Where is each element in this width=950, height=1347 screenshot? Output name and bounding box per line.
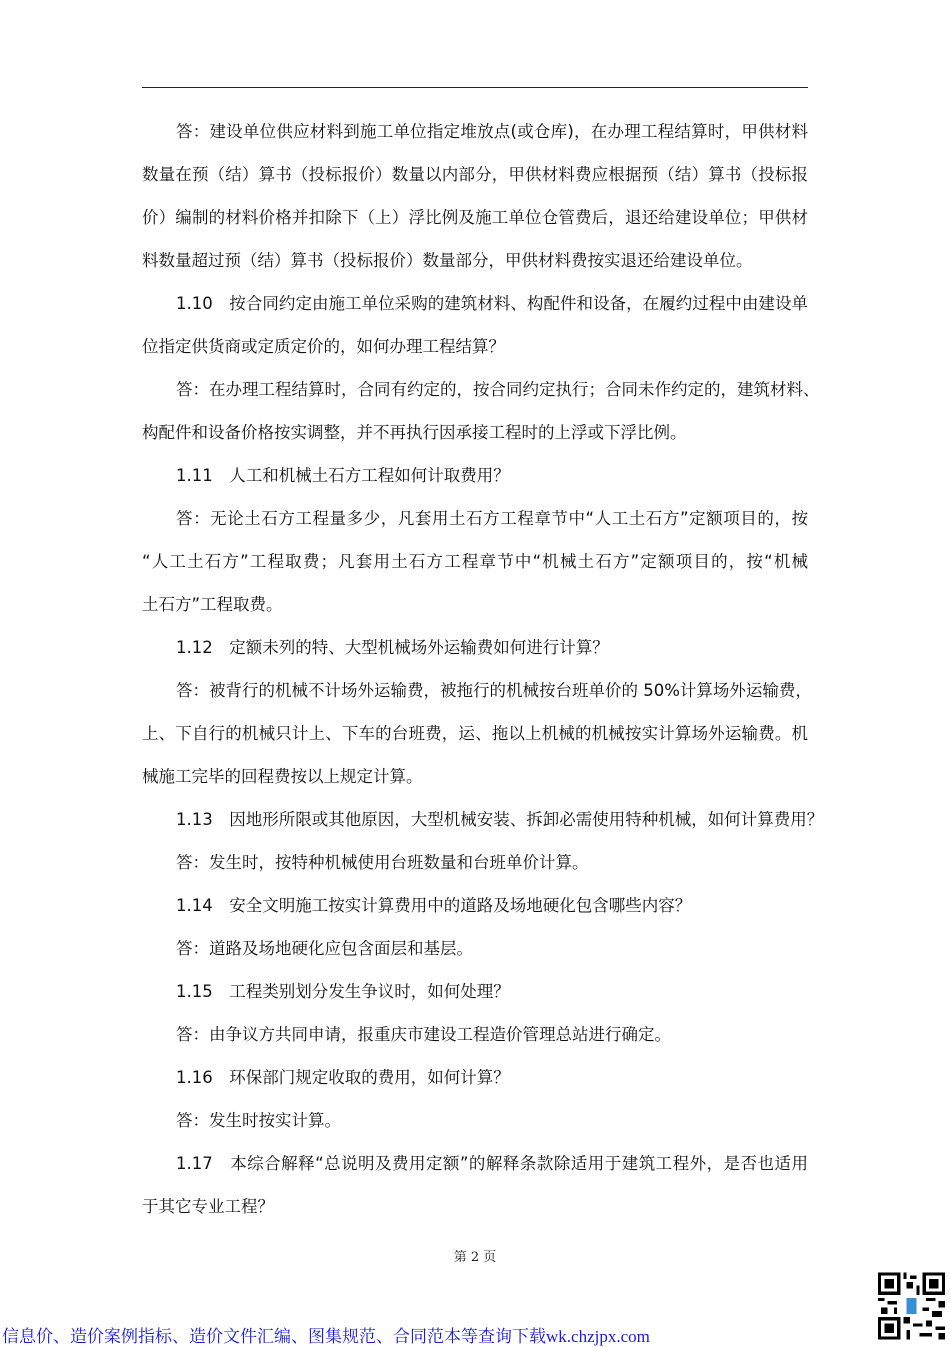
paragraph-line: “人工土石方”工程取费；凡套用土石方工程章节中“机械土石方”定额项目的，按“机械 (142, 552, 808, 571)
paragraph-line: 答：道路及场地硬化应包含面层和基层。 (176, 939, 473, 958)
page-number: 第 2 页 (453, 1250, 497, 1265)
paragraph-line: 构配件和设备价格按实调整，并不再执行因承接工程时的上浮或下浮比例。 (142, 423, 687, 442)
paragraph-line: 答：发生时按实计算。 (176, 1111, 341, 1130)
paragraph-line: 1.14 安全文明施工按实计算费用中的道路及场地硬化包含哪些内容？ (176, 896, 692, 915)
paragraph-line: 于其它专业工程？ (142, 1197, 274, 1216)
paragraph-line: 1.12 定额未列的特、大型机械场外运输费如何进行计算？ (176, 638, 609, 657)
paragraph-line: 1.17 本综合解释“总说明及费用定额”的解释条款除适用于建筑工程外，是否也适用 (176, 1154, 808, 1173)
paragraph-line: 答：被背行的机械不计场外运输费，被拖行的机械按台班单价的 50%计算场外运输费， (176, 681, 812, 700)
paragraph-line: 1.11 人工和机械土石方工程如何计取费用？ (176, 466, 510, 485)
paragraph-line: 械施工完毕的回程费按以上规定计算。 (142, 767, 423, 786)
paragraph-line: 上、下自行的机械只计上、下车的台班费，运、拖以上机械的机械按实计算场外运输费。机 (142, 724, 808, 743)
paragraph-line: 料数量超过预（结）算书（投标报价）数量部分，甲供材料费按实退还给建设单位。 (142, 251, 753, 270)
document-body (142, 118, 824, 1236)
header-rule (142, 87, 808, 88)
paragraph-line: 价）编制的材料价格并扣除下（上）浮比例及施工单位仓管费后，退还给建设单位；甲供材 (142, 208, 808, 227)
paragraph-line: 答：在办理工程结算时，合同有约定的，按合同约定执行；合同未作约定的，建筑材料、 (176, 380, 820, 399)
paragraph-line: 答：由争议方共同申请，报重庆市建设工程造价管理总站进行确定。 (176, 1025, 671, 1044)
promo-link[interactable]: 信息价、造价案例指标、造价文件汇编、图集规范、合同范本等查询下载wk.chzjpx.com (2, 1327, 650, 1346)
paragraph-line: 答：建设单位供应材料到施工单位指定堆放点(或仓库)，在办理工程结算时，甲供材料 (176, 122, 808, 141)
paragraph-line: 土石方”工程取费。 (142, 595, 283, 614)
paragraph-line: 1.13 因地形所限或其他原因，大型机械安装、拆卸必需使用特种机械，如何计算费用？ (176, 810, 824, 829)
paragraph-line: 1.16 环保部门规定收取的费用，如何计算？ (176, 1068, 510, 1087)
paragraph-line: 1.10 按合同约定由施工单位采购的建筑材料、构配件和设备，在履约过程中由建设单 (176, 294, 808, 313)
paragraph-line: 1.15 工程类别划分发生争议时，如何处理？ (176, 982, 510, 1001)
paragraph-line: 答：发生时，按特种机械使用台班数量和台班单价计算。 (176, 853, 589, 872)
paragraph-line: 位指定供货商或定质定价的，如何办理工程结算？ (142, 337, 505, 356)
paragraph-line: 答：无论土石方工程量多少，凡套用土石方工程章节中“人工土石方”定额项目的，按 (176, 509, 808, 528)
paragraph-line: 数量在预（结）算书（投标报价）数量以内部分，甲供材料费应根据预（结）算书（投标报 (142, 165, 808, 184)
qr-code-icon (878, 1272, 945, 1340)
